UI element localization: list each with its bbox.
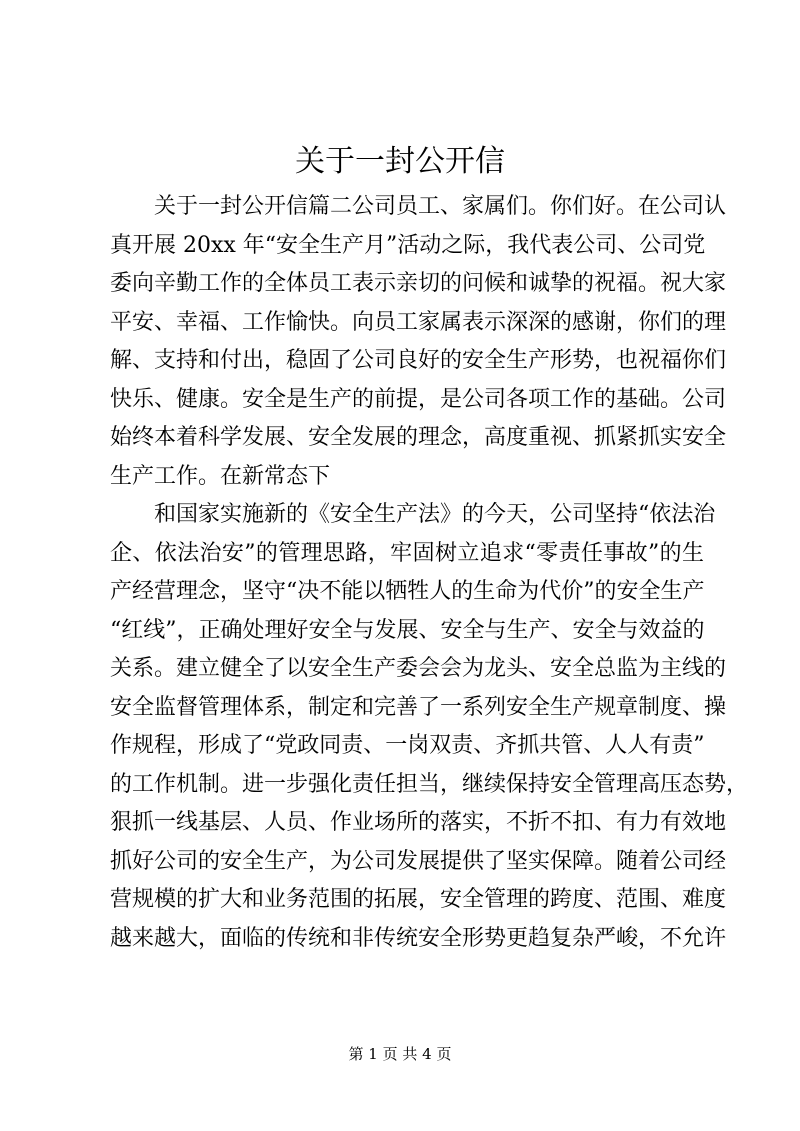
text-line: 快乐、健康。安全是生产的前提，是公司各项工作的基础。公司 [110, 386, 727, 412]
paragraph-1 [110, 188, 727, 496]
document-body [110, 188, 749, 958]
text-line: 解、支持和付出，稳固了公司良好的安全生产形势，也祝福你们 [110, 348, 727, 373]
text-line: 和国家实施新的《安全生产法》的今天，公司坚持“依法治 [154, 502, 716, 527]
text-line: 企、依法治安”的管理思路，牢固树立追求“零责任事故”的生 [110, 540, 704, 566]
text-line: 平安、幸福、工作愉快。向员工家属表示深深的感谢，你们的理 [110, 309, 727, 335]
text-line: 越来越大，面临的传统和非传统安全形势更趋复杂严峻，不允许 [110, 925, 727, 951]
text-line: 关于一封公开信篇二公司员工、家属们。你们好。在公司认 [154, 194, 727, 219]
text-line: 作规程，形成了“党政同责、一岗双责、齐抓共管、人人有责” [110, 733, 705, 758]
text-line: 生产工作。在新常态下 [110, 463, 331, 489]
text-line: 真开展 20xx 年“安全生产月”活动之际，我代表公司、公司党 [110, 232, 706, 258]
text-line: 关系。建立健全了以安全生产委会会为龙头、安全总监为主线的 [110, 656, 727, 681]
paragraph-2 [110, 496, 749, 958]
text-line: 始终本着科学发展、安全发展的理念，高度重视、抓紧抓实安全 [110, 425, 727, 450]
text-line: “红线”，正确处理好安全与发展、安全与生产、安全与效益的 [110, 617, 705, 643]
text-line: 狠抓一线基层、人员、作业场所的落实，不折不扣、有力有效地 [110, 810, 727, 835]
text-line: 产经营理念，坚守“决不能以牺牲人的生命为代价”的安全生产 [110, 579, 705, 604]
text-line: 的工作机制。进一步强化责任担当，继续保持安全管理高压态势， [110, 771, 749, 797]
document-title: 关于一封公开信 [295, 144, 505, 179]
page-number-footer: 第 1 页 共 4 页 [348, 1045, 452, 1063]
text-line: 营规模的扩大和业务范围的拓展，安全管理的跨度、范围、难度 [110, 887, 727, 912]
text-line: 安全监督管理体系，制定和完善了一系列安全生产规章制度、操 [110, 694, 727, 720]
text-line: 委向辛勤工作的全体员工表示亲切的问候和诚挚的祝福。祝大家 [110, 271, 727, 296]
text-line: 抓好公司的安全生产，为公司发展提供了坚实保障。随着公司经 [110, 848, 727, 874]
